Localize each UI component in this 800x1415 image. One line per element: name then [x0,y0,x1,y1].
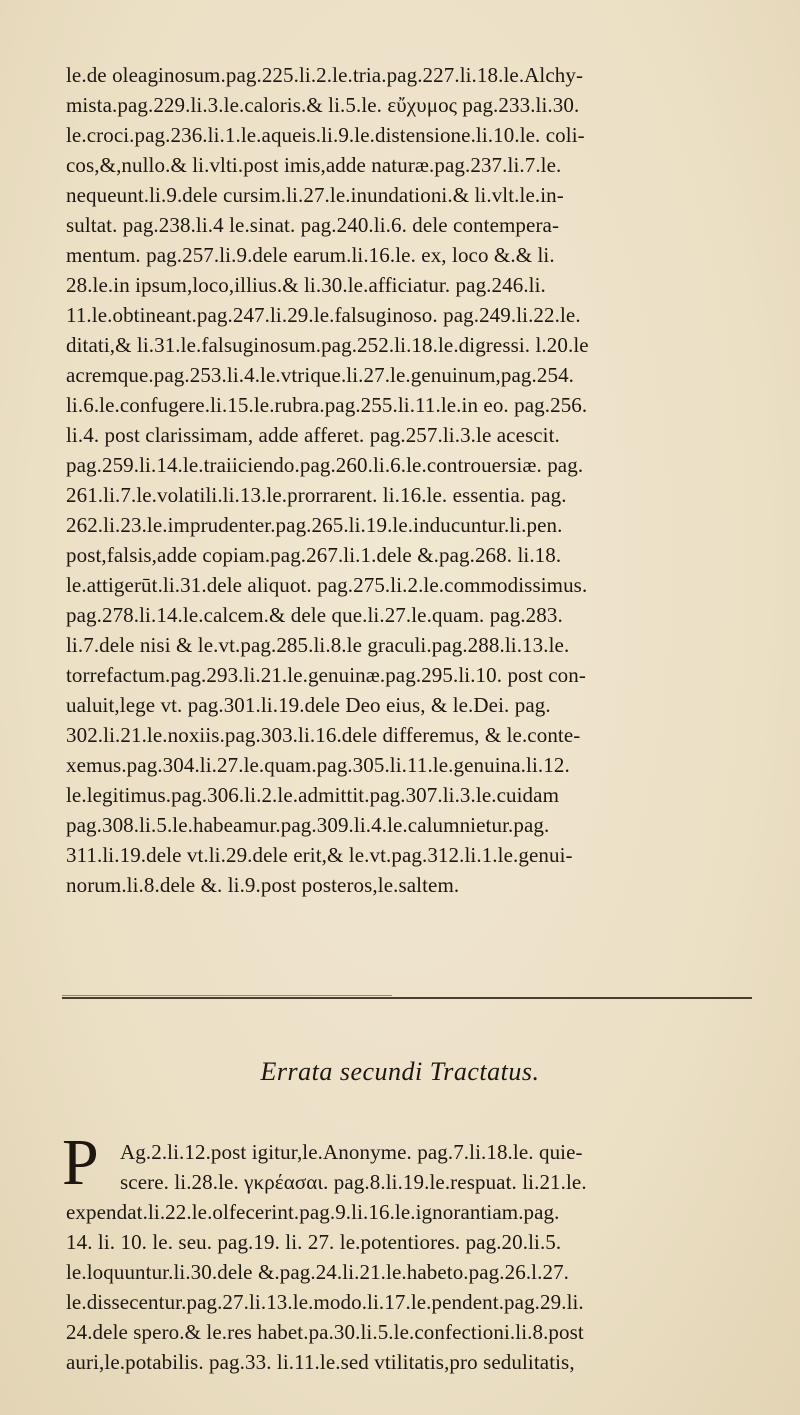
divider-rule [62,997,752,999]
text-line: expendat.li.22.le.olfecerint.pag.9.li.16.le.ignorantiam.pag. [66,1200,560,1224]
text-line: post,falsis,adde copiam.pag.267.li.1.dele &.pag.268. li.18. [66,543,562,567]
text-line: 262.li.23.le.imprudenter.pag.265.li.19.le.inducuntur.li.pen. [66,513,563,537]
text-line: mentum. pag.257.li.9.dele earum.li.16.le. ex, loco &.& li. [66,243,555,267]
text-line: cos,&,nullo.& li.vlti.post imis,adde naturæ.pag.237.li.7.le. [66,153,562,177]
text-line: 24.dele spero.& le.res habet.pa.30.li.5.le.confectioni.li.8.post [66,1320,584,1344]
text-line: torrefactum.pag.293.li.21.le.genuinæ.pag.295.li.10. post con- [66,663,586,687]
text-line: 28.le.in ipsum,loco,illius.& li.30.le.afficiatur. pag.246.li. [66,273,546,297]
text-line: mista.pag.229.li.3.le.caloris.& li.5.le. εὔχυμος pag.233.li.30. [66,93,580,117]
text-line: acremque.pag.253.li.4.le.vtrique.li.27.le.genuinum,pag.254. [66,363,575,387]
text-line: pag.308.li.5.le.habeamur.pag.309.li.4.le.calumnietur.pag. [66,813,550,837]
text-line: le.de oleaginosum.pag.225.li.2.le.tria.pag.227.li.18.le.Alchy- [66,63,584,87]
text-line: 11.le.obtineant.pag.247.li.29.le.falsuginoso. pag.249.li.22.le. [66,303,581,327]
text-line: sultat. pag.238.li.4 le.sinat. pag.240.li.6. dele contempera- [66,213,560,237]
section-divider [62,995,752,1001]
text-line: 14. li. 10. le. seu. pag.19. li. 27. le.potentiores. pag.20.li.5. [66,1230,562,1254]
section-heading: Errata secundi Tractatus. [260,1057,540,1086]
text-line: scere. li.28.le. γκρέασαι. pag.8.li.19.le.respuat. li.21.le. [120,1170,587,1194]
divider-thin-rule [62,995,392,996]
text-line: le.croci.pag.236.li.1.le.aqueis.li.9.le.distensione.li.10.le. coli- [66,123,585,147]
text-line: 261.li.7.le.volatili.li.13.le.prorrarent. li.16.le. essentia. pag. [66,483,567,507]
text-line: pag.278.li.14.le.calcem.& dele que.li.27.le.quam. pag.283. [66,603,563,627]
text-line: norum.li.8.dele &. li.9.post posteros,le.saltem. [66,873,460,897]
text-line: 311.li.19.dele vt.li.29.dele erit,& le.vt.pag.312.li.1.le.genui- [66,843,573,867]
text-line: xemus.pag.304.li.27.le.quam.pag.305.li.11.le.genuina.li.12. [66,753,570,777]
text-line: Ag.2.li.12.post igitur,le.Anonyme. pag.7.li.18.le. quie- [120,1140,583,1164]
text-line: li.4. post clarissimam, adde afferet. pag.257.li.3.le acescit. [66,423,560,447]
text-line: li.7.dele nisi & le.vt.pag.285.li.8.le graculi.pag.288.li.13.le. [66,633,570,657]
text-line: 302.li.21.le.noxiis.pag.303.li.16.dele differemus, & le.conte- [66,723,581,747]
text-line: ualuit,lege vt. pag.301.li.19.dele Deo eius, & le.Dei. pag. [66,693,551,717]
drop-cap: P [62,1126,99,1199]
text-line: pag.259.li.14.le.traiiciendo.pag.260.li.6.le.controuersiæ. pag. [66,453,584,477]
text-line: le.dissecentur.pag.27.li.13.le.modo.li.17.le.pendent.pag.29.li. [66,1290,584,1314]
text-line: ditati,& li.31.le.falsuginosum.pag.252.li.18.le.digressi. l.20.le [66,333,589,357]
text-line: le.legitimus.pag.306.li.2.le.admittit.pag.307.li.3.le.cuidam [66,783,559,807]
text-line: le.attigerūt.li.31.dele aliquot. pag.275.li.2.le.commodissimus. [66,573,588,597]
text-line: le.loquuntur.li.30.dele &.pag.24.li.21.le.habeto.pag.26.l.27. [66,1260,570,1284]
text-line: li.6.le.confugere.li.15.le.rubra.pag.255.li.11.le.in eo. pag.256. [66,393,588,417]
errata-first-block [66,60,748,900]
text-line: auri,le.potabilis. pag.33. li.11.le.sed vtilitatis,pro sedulitatis, [66,1350,575,1374]
errata-second-block [66,1137,748,1377]
text-line: nequeunt.li.9.dele cursim.li.27.le.inundationi.& li.vlt.le.in- [66,183,564,207]
